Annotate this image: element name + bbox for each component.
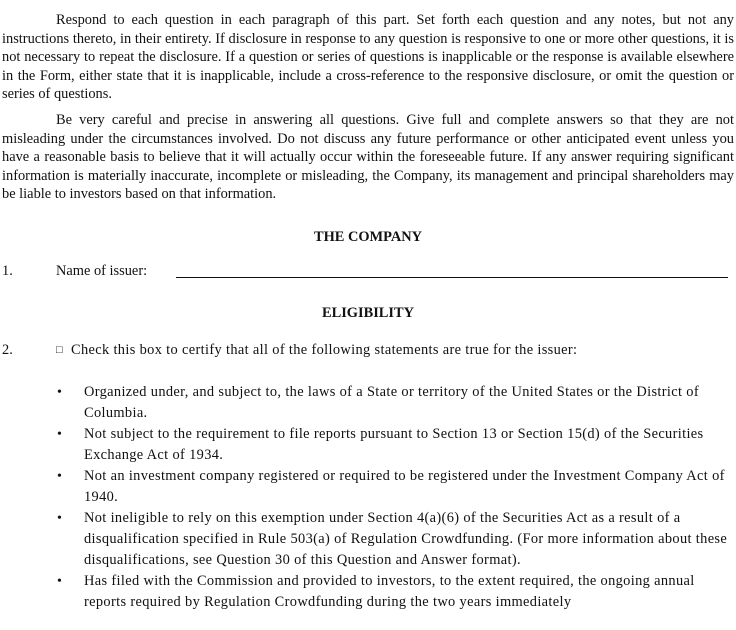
issuer-name-field[interactable] <box>176 277 728 278</box>
eligibility-item <box>0 571 736 613</box>
bullet-icon: • <box>57 469 63 484</box>
eligibility-list <box>0 382 736 613</box>
eligibility-item <box>0 508 736 571</box>
certify-text: Check this box to certify that all of the following statements are true for the issuer: <box>71 342 578 358</box>
instructions-paragraph-2: Be very careful and precise in answering all questions. Give full and complete answers so that they are not misleading under the circumstances involved. Do not discuss any future performance or other anticipated event unless you have a reasonable basis to believe that it will actually occur within the foreseeable future. If any answer requiring significant information is materially inaccurate, incomplete or misleading, the Company, its management and principal shareholders may be liable to investors based on that information. <box>2 112 734 203</box>
eligibility-item <box>0 382 736 424</box>
eligibility-item <box>0 466 736 508</box>
bullet-icon: • <box>57 385 63 400</box>
question-2-number: 2. <box>2 342 13 358</box>
bullet-icon: • <box>57 427 63 442</box>
eligibility-item-text: Not ineligible to rely on this exemption under Section 4(a)(6) of the Securities Act as a result of a disqualification specified in Rule 503(a) of Regulation Crowdfunding. (For more information about these disqualifications, see Question 30 of this Question and Answer format). <box>84 510 728 568</box>
bullet-icon: • <box>57 574 63 589</box>
certify-row <box>56 341 577 359</box>
certify-checkbox[interactable]: □ <box>56 344 63 356</box>
bullet-icon: • <box>57 511 63 526</box>
instructions-paragraph-1: Respond to each question in each paragraph of this part. Set forth each question and any notes, but not any instructions thereto, in their entirety. If disclosure in response to any question is responsive to one or more other questions, it is not necessary to repeat the disclosure. If a question or series of questions is inapplicable or the response is available elsewhere in the Form, either state that it is inapplicable, include a cross-reference to the responsive disclosure, or omit the question or series of questions. <box>2 12 734 103</box>
eligibility-item-text: Not subject to the requirement to file reports pursuant to Section 13 or Section 15(d) of the Securities Exchange Act of 1934. <box>84 426 704 463</box>
eligibility-item-text: Not an investment company registered or required to be registered under the Investment Company Act of 1940. <box>84 468 725 505</box>
section-heading-company: THE COMPANY <box>313 229 423 245</box>
question-1-number: 1. <box>2 263 13 279</box>
section-heading-eligibility: ELIGIBILITY <box>322 305 414 321</box>
eligibility-item-text: Organized under, and subject to, the laws of a State or territory of the United States or the District of Columbia. <box>84 384 699 421</box>
eligibility-item-text: Has filed with the Commission and provided to investors, to the extent required, the ongoing annual reports required by Regulation Crowdfunding during the two years immediately <box>84 573 695 610</box>
eligibility-item <box>0 424 736 466</box>
question-1-label: Name of issuer: <box>56 263 148 279</box>
